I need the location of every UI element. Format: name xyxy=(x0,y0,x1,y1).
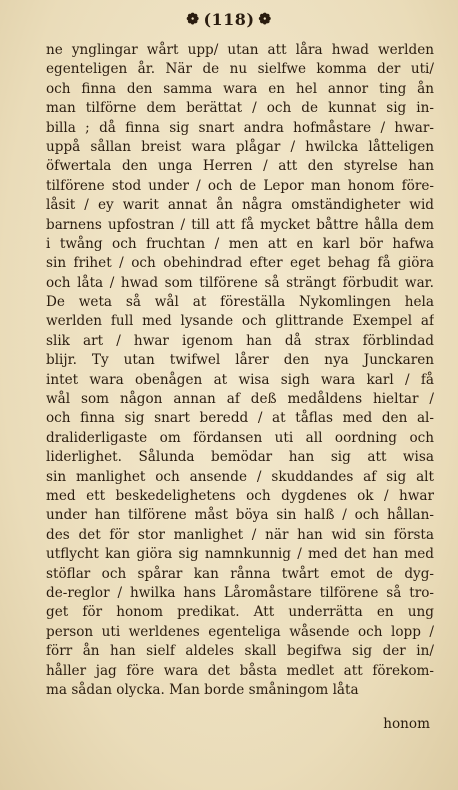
text-line: utflycht kan giöra sig namnkunnig / med det han med xyxy=(46,546,434,563)
text-line: öfwertala den unga Herren / att den styrelse han xyxy=(46,158,434,175)
text-line: draliderligaste om fördansen uti all oordning och xyxy=(46,429,434,446)
body-text xyxy=(46,41,434,700)
text-line: barnens upfostran / till att få mycket båttre hålla dem xyxy=(46,216,434,233)
text-line: håller jag före wara det båsta medlet att förekom- xyxy=(46,662,434,679)
text-line: stöflar och spårar kan rånna twårt emot de dyg- xyxy=(46,565,434,582)
text-line: och låta / hwad som tilförene så strängt förbudit war. xyxy=(46,274,434,291)
text-line: intet wara obenågen at wisa sigh wara karl / få xyxy=(46,371,434,388)
text-line: slik art / hwar igenom han då strax förblindad xyxy=(46,332,434,349)
right-flower-ornament-icon: ❁ xyxy=(258,10,272,28)
catchword: honom xyxy=(383,716,430,732)
text-line: liderlighet. Sålunda bemödar han sig att wisa xyxy=(46,449,434,466)
page-number: (118) xyxy=(203,9,255,29)
text-line: uppå sållan breist wara plågar / hwilcka låtteligen xyxy=(46,138,434,155)
page-header xyxy=(0,6,458,32)
text-line: werlden full med lysande och glittrande Exempel af xyxy=(46,313,434,330)
text-line: med ett beskedelighetens och dygdenes ok / hwar xyxy=(46,487,434,504)
text-line: tilförene stod under / och de Lepor man honom före- xyxy=(46,177,434,194)
text-line: des det för stor manlighet / när han wid sin första xyxy=(46,526,434,543)
text-line: de-reglor / hwilka hans Låromåstare tilförene så tro- xyxy=(46,584,434,601)
text-line: blijr. Ty utan twifwel lårer den nya Junckaren xyxy=(46,352,434,369)
text-line: låsit / ey warit annat ån några omständigheter wid xyxy=(46,197,434,214)
text-line: sin frihet / och obehindrad efter eget behag få giöra xyxy=(46,255,434,272)
text-line: och finna den samma wara en hel annor ting ån xyxy=(46,80,434,97)
text-line: förr ån han sielf aldeles skall begifwa sig der in/ xyxy=(46,643,434,660)
text-line: billa ; då finna sig snart andra hofmåstare / hwar- xyxy=(46,119,434,136)
text-line: De weta så wål at föreställa Nykomlingen hela xyxy=(46,294,434,311)
text-line: man tilförne dem berättat / och de kunnat sig in- xyxy=(46,100,434,117)
text-line: i twång och fruchtan / men att en karl bör hafwa xyxy=(46,235,434,252)
text-line: under han tilförene måst böya sin halß / och hållan- xyxy=(46,507,434,524)
text-line: sin manlighet och ansende / skuddandes af sig alt xyxy=(46,468,434,485)
text-line: ma sådan olycka. Man borde småningom låta xyxy=(46,681,359,698)
text-line: get för honom predikat. Att underrätta en ung xyxy=(46,604,434,621)
text-line: och finna sig snart beredd / at tåflas med den al- xyxy=(46,410,434,427)
text-line: egenteligen år. När de nu sielfwe komma der uti/ xyxy=(46,61,434,78)
text-line: wål som någon annan af deß medåldens hieltar / xyxy=(46,391,434,408)
text-line: ne ynglingar wårt upp/ utan att låra hwad werlden xyxy=(46,42,434,58)
left-flower-ornament-icon: ❁ xyxy=(186,10,200,28)
text-line: person uti werldenes egenteliga wåsende och lopp / xyxy=(46,623,434,640)
